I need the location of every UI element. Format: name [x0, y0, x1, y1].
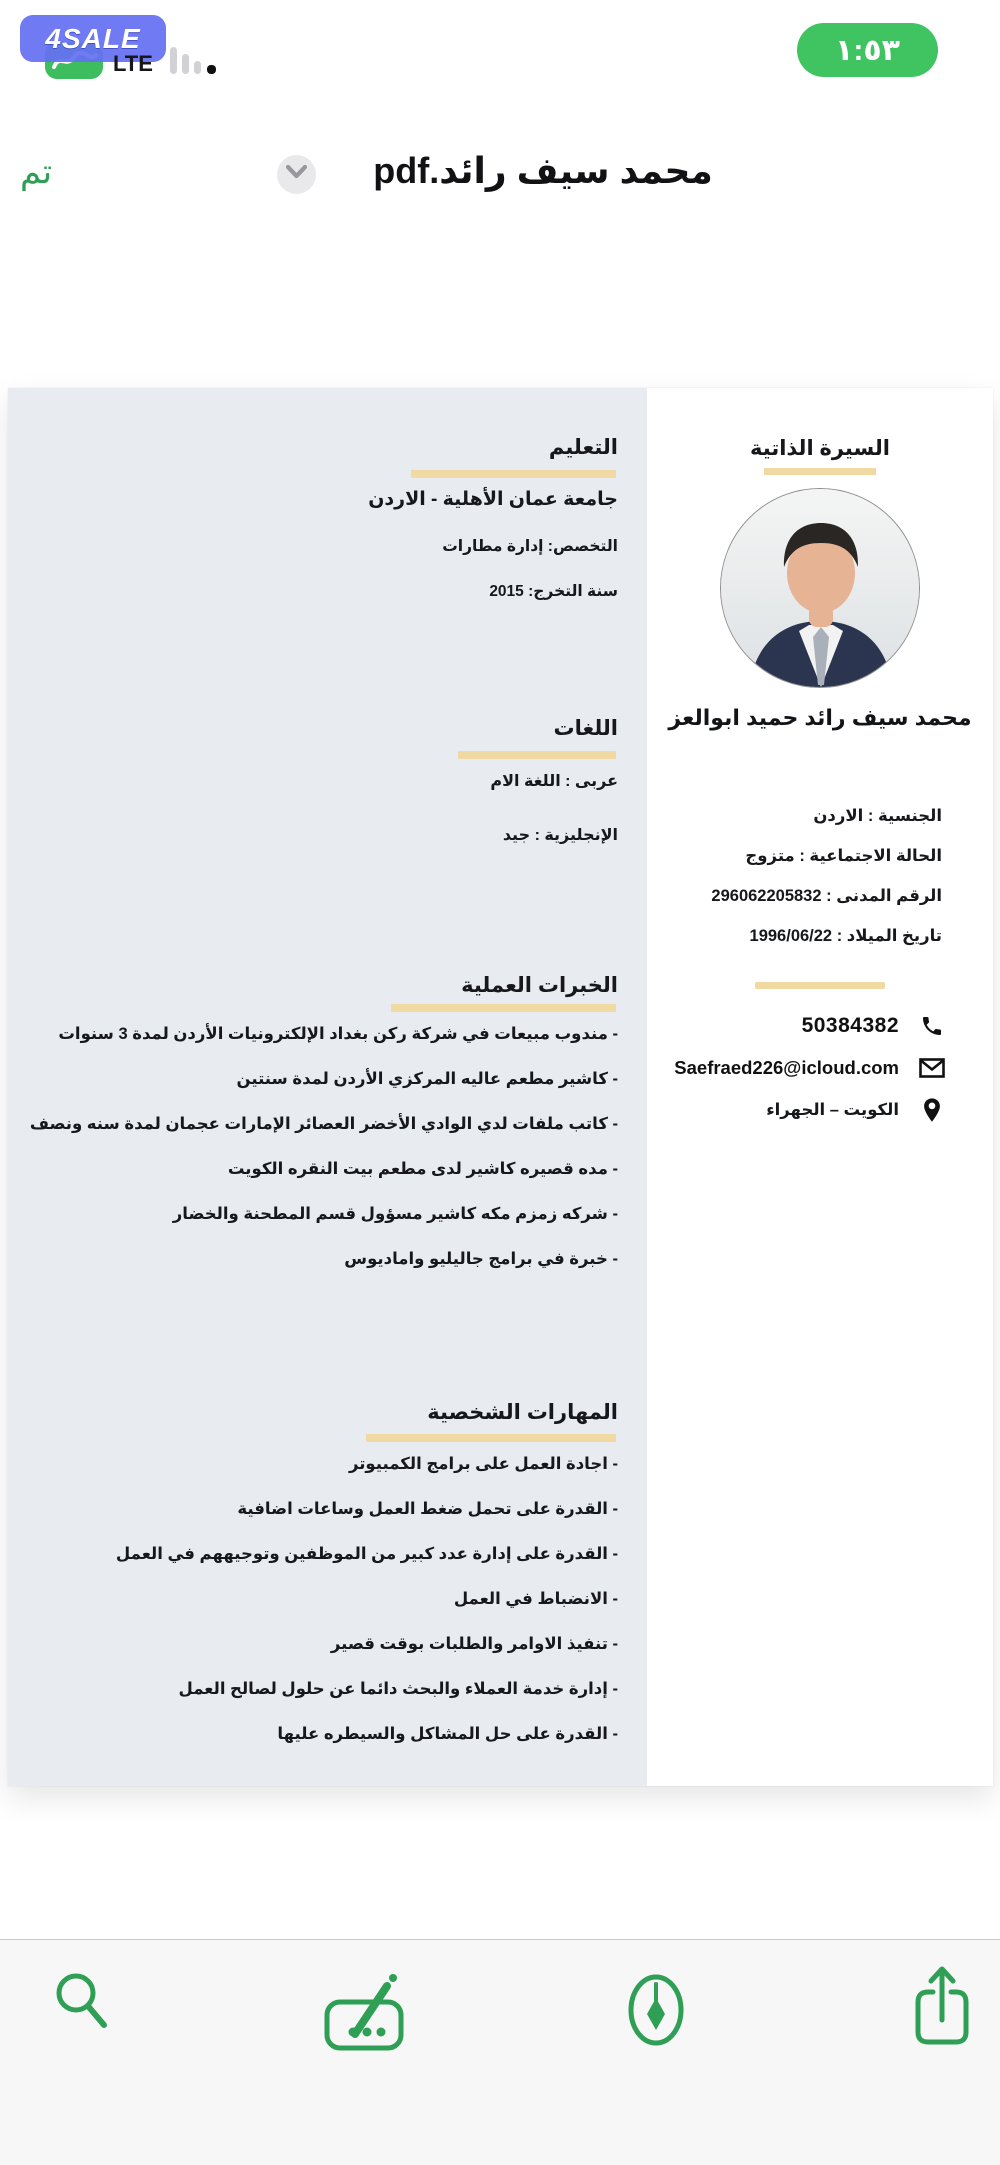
education-major: التخصص: إدارة مطارات [442, 538, 618, 556]
education-university: جامعة عمان الأهلية - الاردن [368, 489, 618, 511]
signature-markup-icon [321, 1970, 411, 2059]
email-address: Saefraed226@icloud.com [674, 1057, 899, 1078]
skill-item: - تنفيذ الاوامر والطلبات بوقت قصير [330, 1635, 618, 1654]
skills-section [8, 1402, 647, 1770]
skills-list [26, 1455, 618, 1744]
language-english: الإنجليزية : جيد [502, 827, 618, 845]
experience-item: - كاتب ملفات لدي الوادي الأخضر العصائر الإمارات عجمان لمدة سنه ونصف [29, 1115, 618, 1134]
skill-item: - القدرة على تحمل ضغط العمل وساعات اضافية [237, 1500, 618, 1519]
education-underline [411, 470, 616, 478]
contact-info [674, 1013, 945, 1139]
experience-item: - خبرة في برامج جاليليو واماديوس [344, 1250, 618, 1269]
skills-underline [366, 1434, 616, 1442]
personal-detail-line: الرقم المدنى : 296062205832 [711, 887, 942, 905]
location-pin-icon [919, 1097, 945, 1123]
cv-title-underline [764, 468, 876, 475]
languages-underline [458, 751, 616, 759]
location-text: الكويت – الجهراء [766, 1101, 899, 1119]
personal-details [711, 805, 942, 965]
pdf-toolbar [0, 1939, 1000, 2165]
share-icon [908, 1962, 976, 2055]
education-section [8, 437, 647, 601]
search-icon [46, 1966, 110, 2037]
skill-item: - القدرة على إدارة عدد كبير من الموظفين وتوجيههم في العمل [115, 1545, 618, 1564]
profile-photo [720, 488, 920, 688]
overlay-badge-label: 4SALE [45, 22, 141, 54]
signal-bars-icon [170, 46, 222, 74]
skill-item: - القدرة على حل المشاكل والسيطره عليها [277, 1725, 618, 1744]
title-menu-button[interactable] [277, 155, 316, 194]
personal-detail-line: تاريخ الميلاد : 1996/06/22 [749, 927, 942, 945]
phone-number: 50384382 [801, 1014, 899, 1037]
education-graduation: سنة التخرج: 2015 [489, 583, 618, 601]
search-button[interactable] [28, 1966, 128, 2066]
languages-heading: اللغات [553, 717, 618, 740]
experience-item: - شركه زمزم مكه كاشير مسؤول قسم المطحنة والخضار [172, 1205, 618, 1224]
education-heading: التعليم [548, 436, 618, 459]
pdf-page[interactable] [8, 388, 993, 1786]
envelope-icon [919, 1055, 945, 1081]
personal-detail-line: الحالة الاجتماعية : متزوج [745, 847, 942, 865]
experience-list [26, 1025, 618, 1269]
language-arabic: عربى : اللغة الام [490, 773, 618, 791]
personal-detail-line: الجنسية : الاردن [813, 807, 942, 825]
resume-left-column [8, 388, 647, 1786]
document-title[interactable]: محمد سيف رائد.pdf [373, 150, 713, 191]
active-call-time-pill[interactable] [797, 23, 938, 77]
experience-item: - مندوب مبيعات في شركة ركن بغداد الإلكترونيات الأردن لمدة 3 سنوات [58, 1025, 618, 1044]
skill-item: - إدارة خدمة العملاء والبحث دائما عن حلول لصالح العمل [178, 1680, 618, 1699]
person-name: محمد سيف رائد حميد ابوالعز [668, 705, 972, 730]
location-row [674, 1097, 945, 1123]
markup-pen-icon [618, 1968, 694, 2057]
resume-right-column [647, 388, 993, 1786]
network-type-label: LTE [113, 51, 153, 76]
experience-heading: الخبرات العملية [461, 974, 618, 997]
experience-item: - مده قصيره كاشير لدى مطعم بيت النقره الكويت [227, 1160, 618, 1179]
chevron-down-icon [284, 163, 309, 186]
phone-row [674, 1013, 945, 1039]
details-divider [755, 982, 885, 989]
signature-markup-button[interactable] [316, 1970, 416, 2070]
skills-heading: المهارات الشخصية [427, 1401, 618, 1424]
phone-icon [919, 1013, 945, 1039]
cv-title: السيرة الذاتية [750, 437, 890, 460]
share-button[interactable] [892, 1962, 992, 2062]
skill-item: - اجادة العمل على برامج الكمبيوتر [348, 1455, 618, 1474]
experience-section [8, 975, 647, 1295]
languages-section [8, 718, 647, 845]
done-button[interactable]: تم [20, 153, 53, 191]
experience-item: - كاشير مطعم عاليه المركزي الأردن لمدة سنتين [236, 1070, 618, 1089]
status-time: ١:٥٣ [835, 33, 900, 67]
experience-underline [391, 1004, 616, 1012]
email-row [674, 1055, 945, 1081]
skill-item: - الانضباط في العمل [453, 1590, 618, 1609]
markup-pen-button[interactable] [606, 1968, 706, 2068]
